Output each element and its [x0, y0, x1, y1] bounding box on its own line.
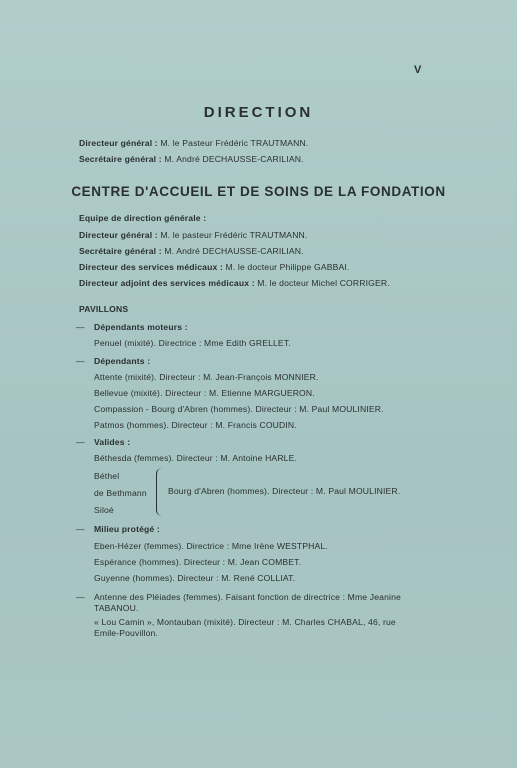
group-name: Siloé	[94, 505, 114, 515]
pavillons-heading: PAVILLONS	[79, 304, 129, 314]
grouping-brace	[156, 468, 163, 516]
centre-dg-line	[79, 230, 307, 240]
centre-sg-value: M. André DECHAUSSE-CARILIAN.	[164, 246, 304, 256]
list-item: Attente (mixité). Directeur : M. Jean-François MONNIER.	[94, 372, 319, 382]
direction-heading: DIRECTION	[203, 104, 314, 121]
dependants-label: Dépendants :	[94, 356, 151, 366]
dash-marker: —	[76, 592, 85, 602]
centre-heading: CENTRE D'ACCUEIL ET DE SOINS DE LA FONDATION	[71, 184, 446, 199]
milieu-label: Milieu protégé :	[94, 524, 160, 534]
equipe-label: Equipe de direction générale :	[79, 213, 207, 223]
list-item: Espérance (hommes). Directeur : M. Jean COMBET.	[94, 557, 302, 567]
list-item: Guyenne (hommes). Directeur : M. René COLLIAT.	[94, 573, 296, 583]
dash-marker: —	[76, 356, 85, 366]
page-number: V	[414, 64, 422, 76]
dsm-value: M. le docteur Philippe GABBAI.	[225, 262, 350, 272]
list-item: Patmos (hommes). Directeur : M. Francis COUDIN.	[94, 420, 297, 430]
centre-dg-value: M. le pasteur Frédéric TRAUTMANN.	[160, 230, 308, 240]
centre-sg-label: Secrétaire général :	[79, 246, 162, 256]
dash-marker: —	[76, 524, 85, 534]
dg-label: Directeur général :	[79, 138, 158, 148]
dsm-label: Directeur des services médicaux :	[79, 262, 223, 272]
dash-marker: —	[76, 437, 85, 447]
list-item: Compassion - Bourg d'Abren (hommes). Directeur : M. Paul MOULINIER.	[94, 404, 384, 414]
dep-moteurs-label: Dépendants moteurs :	[94, 322, 188, 332]
group-description: Bourg d'Abren (hommes). Directeur : M. Paul MOULINIER.	[168, 486, 401, 496]
sg-value: M. André DECHAUSSE-CARILIAN.	[164, 154, 304, 164]
centre-sg-line	[79, 246, 304, 256]
lou-camin-line2: Emile-Pouvillon.	[94, 628, 159, 638]
list-item: Penuel (mixité). Directrice : Mme Edith GRELLET.	[94, 338, 291, 348]
antenne-line1: Antenne des Pléiades (femmes). Faisant fonction de directrice : Mme Jeanine	[94, 592, 401, 602]
direction-sg-line	[79, 154, 304, 164]
dash-marker: —	[76, 322, 85, 332]
centre-dasm-line	[79, 278, 390, 288]
list-item: Bellevue (mixité). Directeur : M. Etienne MARGUERON.	[94, 388, 315, 398]
antenne-line2: TABANOU.	[94, 603, 139, 613]
sg-label: Secrétaire général :	[79, 154, 162, 164]
direction-dg-line	[79, 138, 308, 148]
centre-dsm-line	[79, 262, 349, 272]
list-item: Béthesda (femmes). Directeur : M. Antoine HARLE.	[94, 453, 298, 463]
group-name: Béthel	[94, 471, 120, 481]
dg-value: M. le Pasteur Frédéric TRAUTMANN.	[160, 138, 309, 148]
valides-label: Valides :	[94, 437, 131, 447]
list-item: Eben-Hézer (femmes). Directrice : Mme Irène WESTPHAL.	[94, 541, 328, 551]
group-name: de Bethmann	[94, 488, 147, 498]
dasm-label: Directeur adjoint des services médicaux :	[79, 278, 255, 288]
dasm-value: M. le docteur Michel CORRIGER.	[257, 278, 390, 288]
lou-camin-line1: « Lou Camin », Montauban (mixité). Directeur : M. Charles CHABAL, 46, rue	[94, 617, 396, 627]
centre-dg-label: Directeur général :	[79, 230, 158, 240]
